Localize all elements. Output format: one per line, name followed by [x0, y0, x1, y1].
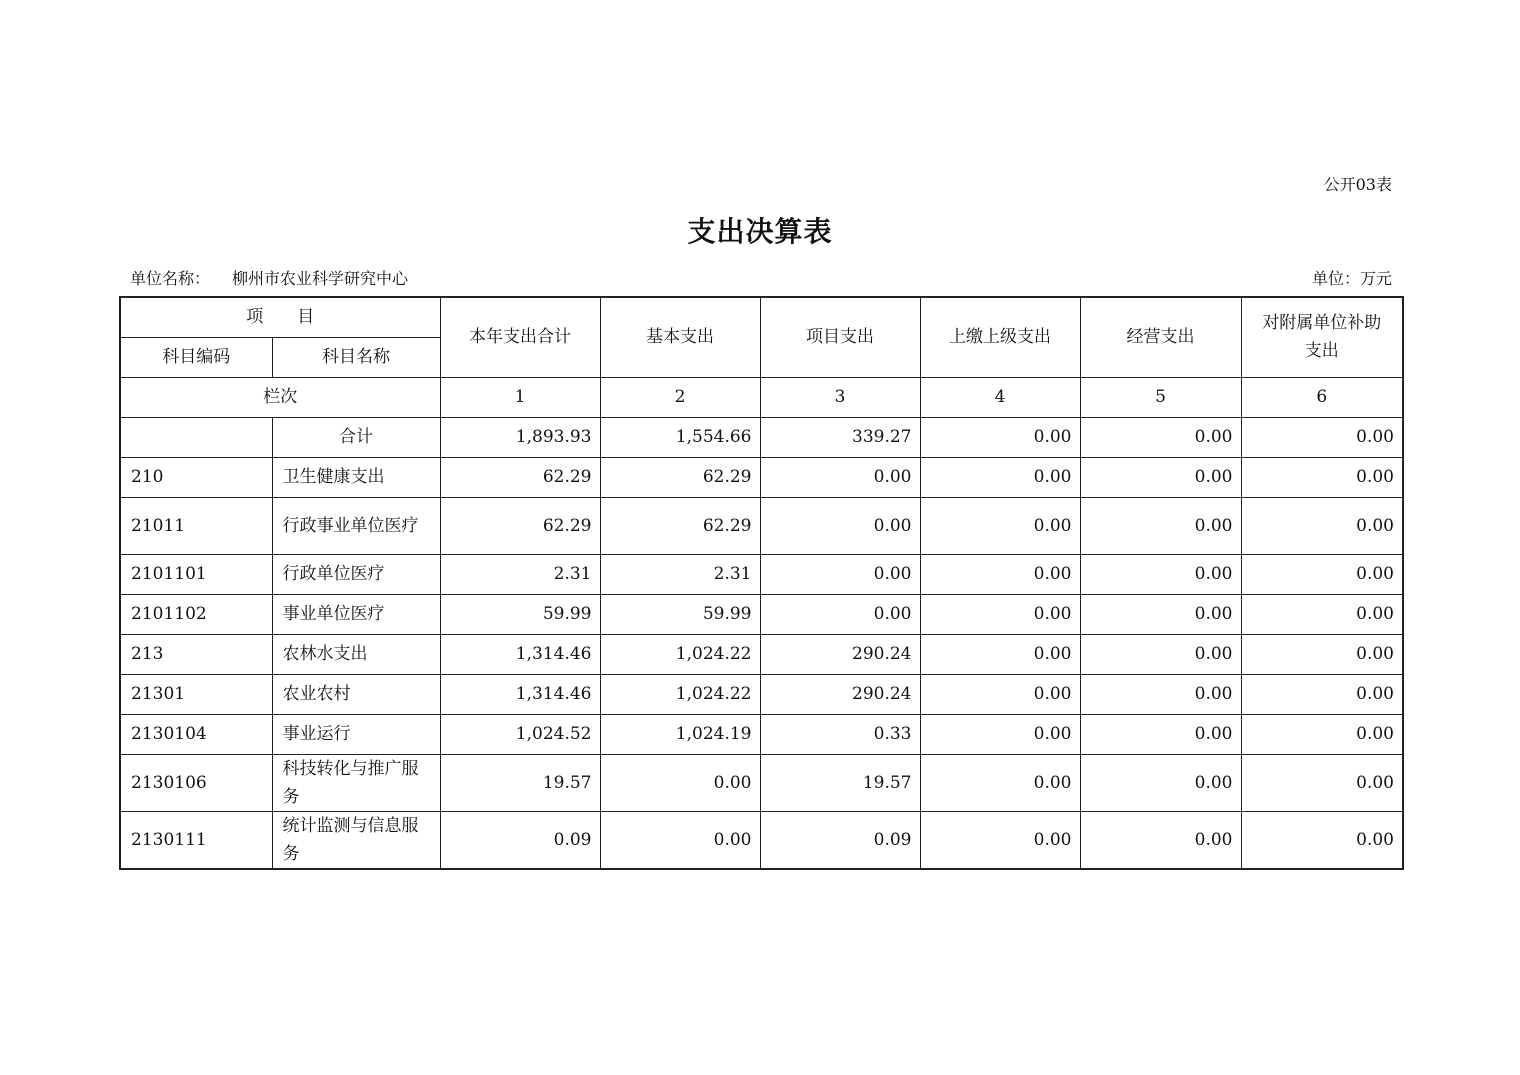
row-subsidy: 0.00 [1241, 714, 1403, 754]
row-name: 统计监测与信息服务 [272, 811, 440, 869]
row-total: 1,314.46 [440, 674, 600, 714]
header-item: 项 目 [120, 297, 440, 337]
row-subsidy: 0.00 [1241, 457, 1403, 497]
row-upper: 0.00 [920, 714, 1080, 754]
row-subsidy: 0.00 [1241, 417, 1403, 457]
row-upper: 0.00 [920, 594, 1080, 634]
row-upper: 0.00 [920, 554, 1080, 594]
row-business: 0.00 [1080, 714, 1241, 754]
table-row [120, 554, 1403, 594]
row-name: 农林水支出 [272, 634, 440, 674]
row-name: 事业运行 [272, 714, 440, 754]
row-total: 2.31 [440, 554, 600, 594]
table-row [120, 457, 1403, 497]
row-basic: 1,024.22 [600, 634, 760, 674]
row-basic: 1,024.19 [600, 714, 760, 754]
form-number: 公开03表 [1323, 175, 1392, 194]
row-project: 0.00 [760, 457, 920, 497]
row-project: 339.27 [760, 417, 920, 457]
row-name: 卫生健康支出 [272, 457, 440, 497]
table-row [120, 417, 1403, 457]
row-code: 2101101 [120, 554, 272, 594]
row-subsidy: 0.00 [1241, 754, 1403, 811]
index-cell: 4 [920, 377, 1080, 417]
unit-name-line [130, 266, 408, 289]
row-name: 科技转化与推广服务 [272, 754, 440, 811]
row-upper: 0.00 [920, 811, 1080, 869]
row-code: 213 [120, 634, 272, 674]
row-code: 2101102 [120, 594, 272, 634]
row-total: 1,024.52 [440, 714, 600, 754]
row-name: 行政事业单位医疗 [272, 497, 440, 554]
row-basic: 2.31 [600, 554, 760, 594]
row-project: 19.57 [760, 754, 920, 811]
row-code: 21011 [120, 497, 272, 554]
row-basic: 59.99 [600, 594, 760, 634]
row-business: 0.00 [1080, 754, 1241, 811]
row-project: 290.24 [760, 634, 920, 674]
row-total: 19.57 [440, 754, 600, 811]
row-total: 1,314.46 [440, 634, 600, 674]
index-cell: 3 [760, 377, 920, 417]
row-subsidy: 0.00 [1241, 594, 1403, 634]
row-business: 0.00 [1080, 554, 1241, 594]
index-cell: 5 [1080, 377, 1241, 417]
row-project: 0.00 [760, 554, 920, 594]
row-project: 0.09 [760, 811, 920, 869]
unit-name-label: 单位名称： [130, 269, 211, 288]
header-subsidy: 对附属单位补助支出 [1241, 297, 1403, 377]
table-row [120, 811, 1403, 869]
row-business: 0.00 [1080, 811, 1241, 869]
row-basic: 1,024.22 [600, 674, 760, 714]
unit-name-value: 柳州市农业科学研究中心 [232, 269, 409, 288]
table-header [120, 297, 1403, 417]
row-code: 21301 [120, 674, 272, 714]
row-basic: 62.29 [600, 497, 760, 554]
row-project: 0.00 [760, 594, 920, 634]
table-row [120, 634, 1403, 674]
header-total: 本年支出合计 [440, 297, 600, 377]
row-upper: 0.00 [920, 634, 1080, 674]
header-project: 项目支出 [760, 297, 920, 377]
row-basic: 62.29 [600, 457, 760, 497]
row-business: 0.00 [1080, 634, 1241, 674]
header-name: 科目名称 [272, 337, 440, 377]
row-subsidy: 0.00 [1241, 811, 1403, 869]
table-row [120, 594, 1403, 634]
index-cell: 1 [440, 377, 600, 417]
row-subsidy: 0.00 [1241, 497, 1403, 554]
row-code: 2130111 [120, 811, 272, 869]
row-business: 0.00 [1080, 594, 1241, 634]
header-upper: 上缴上级支出 [920, 297, 1080, 377]
row-name: 行政单位医疗 [272, 554, 440, 594]
row-code: 2130106 [120, 754, 272, 811]
row-basic: 1,554.66 [600, 417, 760, 457]
header-code: 科目编码 [120, 337, 272, 377]
currency-unit: 单位：万元 [1311, 269, 1392, 288]
row-total: 59.99 [440, 594, 600, 634]
index-cell: 2 [600, 377, 760, 417]
header-basic: 基本支出 [600, 297, 760, 377]
row-total: 62.29 [440, 457, 600, 497]
row-name: 事业单位医疗 [272, 594, 440, 634]
row-subsidy: 0.00 [1241, 554, 1403, 594]
row-project: 0.00 [760, 497, 920, 554]
row-business: 0.00 [1080, 457, 1241, 497]
table-row [120, 497, 1403, 554]
row-project: 0.33 [760, 714, 920, 754]
row-total: 62.29 [440, 497, 600, 554]
row-upper: 0.00 [920, 754, 1080, 811]
row-upper: 0.00 [920, 497, 1080, 554]
table-row [120, 754, 1403, 811]
row-subsidy: 0.00 [1241, 674, 1403, 714]
row-code: 2130104 [120, 714, 272, 754]
row-code [120, 417, 272, 457]
row-upper: 0.00 [920, 417, 1080, 457]
row-business: 0.00 [1080, 417, 1241, 457]
row-total: 0.09 [440, 811, 600, 869]
row-project: 290.24 [760, 674, 920, 714]
page-title: 支出决算表 [687, 215, 833, 248]
index-cell: 6 [1241, 377, 1403, 417]
table-body [120, 417, 1403, 869]
row-total: 1,893.93 [440, 417, 600, 457]
row-business: 0.00 [1080, 674, 1241, 714]
index-label: 栏次 [120, 377, 440, 417]
expenditure-table [119, 296, 1404, 870]
header-business: 经营支出 [1080, 297, 1241, 377]
table-row [120, 714, 1403, 754]
row-upper: 0.00 [920, 457, 1080, 497]
row-business: 0.00 [1080, 497, 1241, 554]
row-code: 210 [120, 457, 272, 497]
table-row [120, 674, 1403, 714]
row-basic: 0.00 [600, 811, 760, 869]
row-subsidy: 0.00 [1241, 634, 1403, 674]
row-basic: 0.00 [600, 754, 760, 811]
row-name: 农业农村 [272, 674, 440, 714]
row-upper: 0.00 [920, 674, 1080, 714]
index-row [120, 377, 1403, 417]
row-name: 合计 [272, 417, 440, 457]
